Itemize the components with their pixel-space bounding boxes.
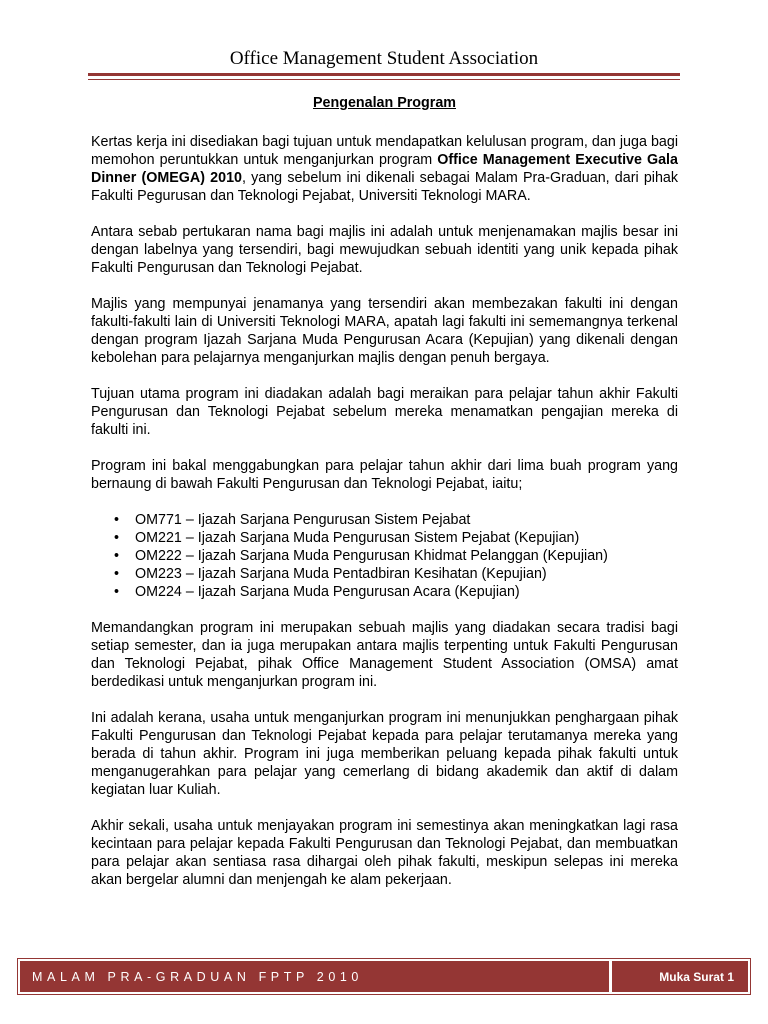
paragraph-intro-text-1: Kertas kerja ini disediakan bagi tujuan untuk mendapatkan kelulusan program, dan juga bagi memohon peruntukkan untuk menganjurkan program: [91, 134, 678, 168]
list-item: • OM771 – Ijazah Sarjana Pengurusan Sistem Pejabat: [135, 511, 678, 529]
list-item: • OM223 – Ijazah Sarjana Muda Pentadbiran Kesihatan (Kepujian): [135, 565, 678, 583]
page-footer: [17, 958, 751, 995]
page-header-title: Office Management Student Association: [229, 48, 539, 69]
paragraph-5: Program ini bakal menggabungkan para pelajar tahun akhir dari lima buah program yang bernaung di bawah Fakulti Pengurusan dan Teknologi Pejabat, iaitu;: [91, 458, 678, 492]
list-item: • OM224 – Ijazah Sarjana Muda Pengurusan Acara (Kepujian): [135, 583, 678, 601]
paragraph-4: Tujuan utama program ini diadakan adalah bagi meraikan para pelajar tahun akhir Fakulti Pengurusan dan Teknologi Pejabat sebelum mereka menamatkan pengajian mereka di fakulti ini.: [91, 386, 678, 438]
program-name-bold: Office Management Executive Gala Dinner (OMEGA) 2010: [91, 152, 678, 186]
footer-page-number: Muka Surat 1: [612, 961, 748, 992]
paragraph-intro-text-2: , yang sebelum ini dikenali sebagai Malam Pra-Graduan, dari pihak Fakulti Pegurusan dan Teknologi Pejabat, Universiti Teknologi MARA.: [91, 170, 679, 204]
footer-event-title: MALAM PRA-GRADUAN FPTP 2010: [20, 961, 609, 992]
paragraph-3: Majlis yang mempunyai jenamanya yang tersendiri akan membezakan fakulti ini dengan fakulti-fakulti lain di Universiti Teknologi MARA, apatah lagi fakulti ini sememangnya terkenal dengan program Ijazah Sarjana Muda Pengurusan Acara (Kepujian) yang dikenali dengan kebolehan para pelajarnya menganjurkan majlis dengan penuh bergaya.: [91, 296, 678, 366]
paragraph-8: Akhir sekali, usaha untuk menjayakan program ini semestinya akan meningkatkan lagi rasa kecintaan para pelajar kepada Fakulti Pengurusan dan Teknologi Pejabat, dan membuatkan para pelajar akan sentiasa rasa dihargai oleh pihak fakulti, meskipun selepas ini mereka akan bergelar alumni dan menjengah ke alam pekerjaan.: [91, 818, 678, 888]
paragraph-6: Memandangkan program ini merupakan sebuah majlis yang diadakan secara tradisi bagi setiap semester, dan ia juga merupakan antara majlis terpenting untuk Fakulti Pengurusan dan Teknologi Pejabat, pihak Office Management Student Association (OMSA) amat berdedikasi untuk menganjurkan program ini.: [91, 620, 678, 690]
header-rule-thick: [88, 73, 680, 76]
list-item: • OM222 – Ijazah Sarjana Muda Pengurusan Khidmat Pelanggan (Kepujian): [135, 547, 678, 565]
paragraph-2: Antara sebab pertukaran nama bagi majlis ini adalah untuk menjenamakan majlis besar ini dengan labelnya yang tersendiri, bagi mewujudkan sebuah identiti yang unik kepada pihak Fakulti Pengurusan dan Teknologi Pejabat.: [91, 224, 678, 276]
document-body: [91, 94, 678, 907]
section-title: Pengenalan Program: [312, 95, 456, 111]
paragraph-intro: [91, 133, 678, 205]
program-list: [91, 511, 678, 601]
header-rule-thin: [88, 79, 680, 80]
list-item: • OM221 – Ijazah Sarjana Muda Pengurusan Sistem Pejabat (Kepujian): [135, 529, 678, 547]
paragraph-7: Ini adalah kerana, usaha untuk menganjurkan program ini menunjukkan penghargaan pihak Fakulti Pengurusan dan Teknologi Pejabat kepada para pelajar terutamanya mereka yang berada di tahun akhir. Program ini juga memberikan peluang kepada pihak fakulti untuk menganugerahkan para pelajar yang cemerlang di bidang akademik dan aktif di dalam kegiatan luar Kuliah.: [91, 710, 678, 798]
